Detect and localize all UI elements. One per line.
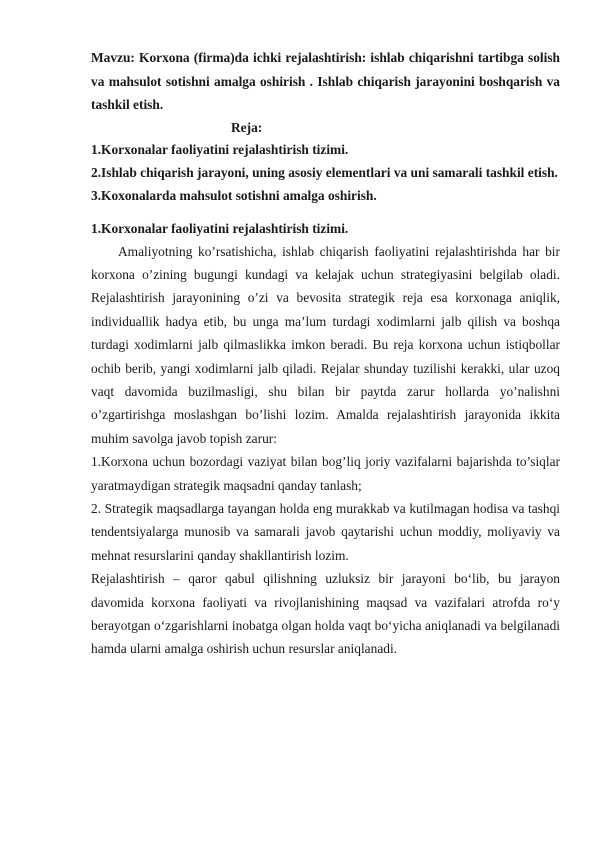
document-page bbox=[91, 46, 560, 661]
paragraph-definition: Rejalashtirish – qaror qabul qilishning uzluksiz bir jarayoni bo‘lib, bu jarayon davomida korxona faoliyati va rivojlanishining maqsad va vazifalari atrofda ro‘y berayotgan o‘zgarishlarni inobatga olgan holda vaqt bo‘yicha aniqlanadi va belgilanadi hamda ularni amalga oshirish uchun resurslar aniqlanadi. bbox=[91, 571, 560, 657]
plan-item-3: 3.Koxonalarda mahsulot sotishni amalga oshirish. bbox=[91, 187, 377, 203]
document-body bbox=[91, 240, 560, 661]
paragraph-question-2: 2. Strategik maqsadlarga tayangan holda eng murakkab va kutilmagan hodisa va tashqi tendentsiyalarga munosib va samarali javob qaytarishi uchun moddiy, moliyaviy va mehnat resurslarini qanday shakllantirish lozim. bbox=[91, 500, 560, 563]
paragraph-intro: Amaliyotning ko’rsatishicha, ishlab chiqarish faoliyatini rejalashtirishda har bir korxona o’zining bugungi kundagi va kelajak uchun strategiyasini belgilab oladi. Rejalashtirish jarayonining o’zi va bevosita strategik reja esa korxonaga aniqlik, individuallik hadya etib, bu unga ma’lum turdagi xodimlarni jalb qilish va boshqa turdagi xodimlarni jalb qilmaslikka imkon beradi. Bu reja korxona uchun istiqbollar ochib berib, yangi xodimlarni jalb qiladi. Rejalar shunday tuzilishi kerakki, ular uzoq vaqt davomida buzilmasligi, shu bilan bir paytda zarur hollarda yo’nalishni o’zgartirishga moslashgan bo’lishi lozim. Amalda rejalashtirish jarayonida ikkita muhim savolga javob topish zarur: bbox=[91, 243, 560, 446]
document-title: Mavzu: Korxona (firma)da ichki rejalashtirish: ishlab chiqarishni tartibga solish va mahsulot sotishni amalga oshirish . Ishlab chiqarish jarayonini boshqarish va tashkil etish. bbox=[91, 50, 560, 112]
plan-item-1: 1.Korxonalar faoliyatini rejalashtirish tizimi. bbox=[91, 141, 349, 157]
plan-item-2: 2.Ishlab chiqarish jarayoni, uning asosiy elementlari va uni samarali tashkil etish. bbox=[91, 164, 558, 180]
plan-list bbox=[91, 138, 560, 207]
section-heading: 1.Korxonalar faoliyatini rejalashtirish tizimi. bbox=[91, 220, 349, 236]
paragraph-question-1: 1.Korxona uchun bozordagi vaziyat bilan bog’liq joriy vazifalarni bajarishda to’siqlar yaratmaydigan strategik maqsadni qanday tanlash; bbox=[91, 454, 560, 493]
plan-heading: Reja: bbox=[231, 119, 263, 135]
